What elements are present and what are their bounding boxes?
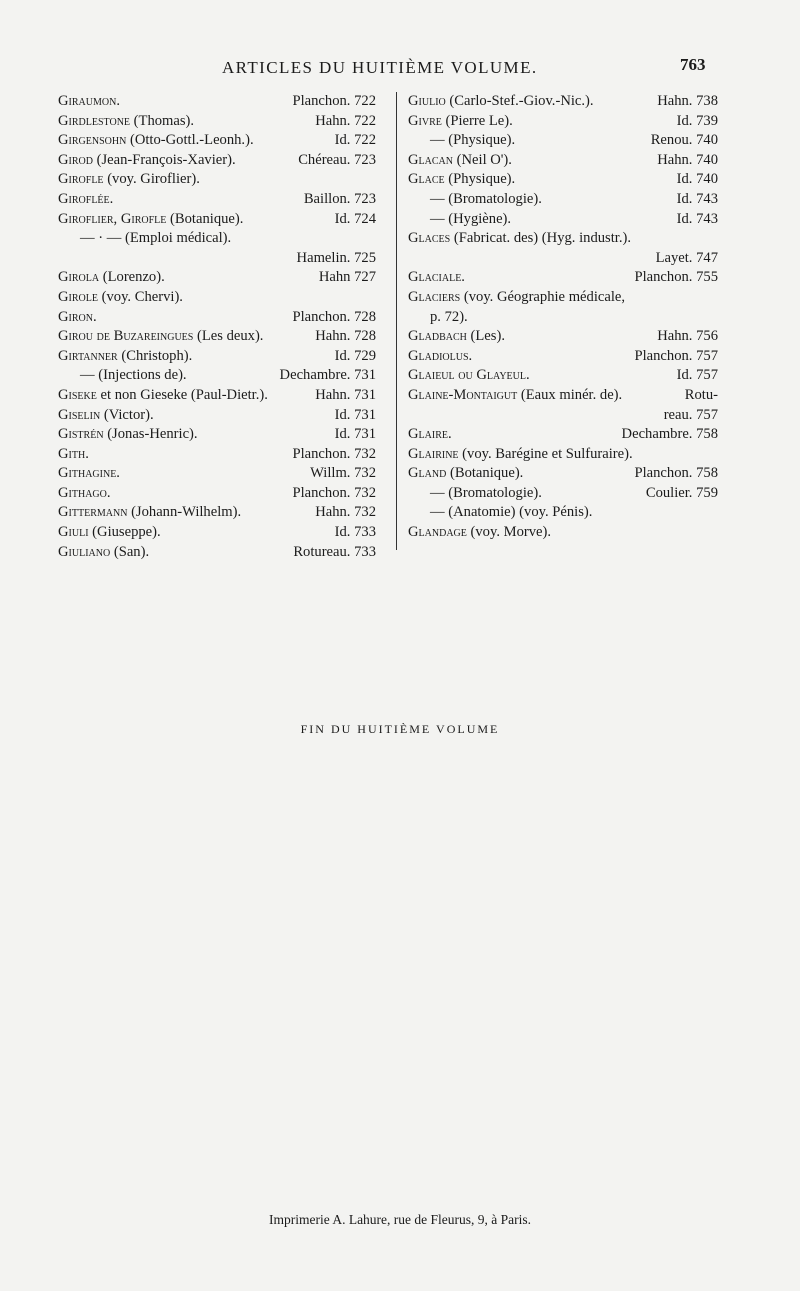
entry-text [58, 406, 154, 426]
index-entry [58, 92, 376, 112]
index-entry [58, 445, 376, 465]
entry-author-page [712, 229, 718, 249]
index-entry [408, 425, 718, 445]
index-entry [58, 523, 376, 543]
entry-subject: — · — (Emploi médical). [80, 230, 232, 247]
entry-headword: Girdlestone [58, 112, 131, 129]
entry-author-page: Planchon. 757 [634, 347, 718, 364]
entry-author-page: Hahn 727 [318, 269, 376, 286]
running-head [0, 55, 800, 82]
entry-author-page: Hahn. 740 [657, 151, 718, 168]
index-entry [408, 445, 718, 465]
entry-headword: Giuliano [58, 543, 111, 560]
index-entry [408, 523, 718, 543]
entry-subject: (Otto-Gottl.-Leonh.). [126, 132, 254, 149]
entry-text [58, 170, 200, 190]
entry-headword: Giroflée. [58, 190, 114, 207]
entry-subject: (Jonas-Henric). [103, 426, 198, 443]
entry-text [408, 386, 622, 406]
entry-subject: (voy. Géographie médicale, [460, 288, 626, 305]
entry-headword: Givre [408, 112, 442, 129]
entry-subject: (Les). [466, 328, 505, 345]
entry-text [408, 151, 512, 171]
entry-author-page: Hahn. 728 [315, 328, 376, 345]
entry-text [408, 308, 468, 328]
entry-subject: (Victor). [100, 406, 154, 423]
entry-text [58, 366, 187, 386]
entry-text [58, 131, 254, 151]
entry-text [58, 503, 241, 523]
entry-subject: (Botanique). [446, 465, 524, 482]
index-entry [58, 406, 376, 426]
index-entry [58, 229, 376, 249]
entry-headword: Gittermann [58, 504, 128, 521]
entry-headword: Giselin [58, 406, 101, 423]
entry-subject: — (Hygiène). [430, 210, 512, 227]
entry-text [58, 484, 111, 504]
entry-author-page: Rotureau. 733 [293, 543, 376, 560]
entry-text [408, 503, 592, 523]
entry-headword: Githagine. [58, 465, 120, 482]
entry-subject: (Pierre Le). [441, 112, 513, 129]
entry-subject: — (Physique). [430, 132, 516, 149]
entry-text [408, 92, 594, 112]
index-entry [408, 484, 718, 504]
entry-headword: Gladbach [408, 328, 467, 345]
entry-author-page: Rotu- [684, 386, 718, 403]
entry-text [58, 92, 120, 112]
entry-author-page [712, 288, 718, 308]
entry-text [58, 190, 113, 210]
entry-subject: (Physique). [444, 171, 516, 188]
entry-author-page: Dechambre. 758 [621, 426, 718, 443]
end-of-volume-title: FIN DU HUITIÈME VOLUME [300, 722, 500, 736]
entry-author-page: Chéreau. 723 [298, 151, 376, 168]
index-entry [408, 112, 718, 132]
entry-text [58, 327, 263, 347]
entry-author-page: Planchon. 732 [292, 445, 376, 462]
entry-author-page [712, 503, 718, 523]
entry-subject: (San). [110, 543, 150, 560]
entry-headword: Girtanner [58, 347, 118, 364]
entry-subject: — (Bromatologie). [430, 484, 542, 501]
index-entry [58, 464, 376, 484]
entry-headword: Gistrén [58, 426, 104, 443]
entry-text [58, 229, 231, 249]
index-entry [408, 503, 718, 523]
entry-text [58, 386, 268, 406]
entry-headword: Giron. [58, 308, 97, 325]
entry-text [408, 366, 530, 386]
index-entry [408, 131, 718, 151]
entry-author-page [370, 288, 376, 308]
entry-author-page: Id. 733 [334, 524, 376, 541]
index-entry [58, 190, 376, 210]
entry-text [58, 464, 120, 484]
entry-headword: Giseke [58, 386, 97, 403]
entry-author-page [370, 229, 376, 249]
entry-headword: Glacan [408, 151, 453, 168]
entry-subject: (Carlo-Stef.-Giov.-Nic.). [445, 93, 594, 109]
entry-text [408, 210, 511, 230]
entry-author-page: Renou. 740 [650, 132, 718, 149]
index-entry [58, 151, 376, 171]
entry-subject: et non Gieseke (Paul-Dietr.). [96, 386, 268, 403]
entry-subject: (Eaux minér. de). [517, 386, 623, 403]
entry-headword: Githago. [58, 484, 111, 501]
index-entry [58, 425, 376, 445]
entry-text [408, 523, 551, 543]
entry-headword: Girola [58, 269, 100, 286]
entry-subject: (Lorenzo). [99, 269, 165, 286]
index-entry [408, 92, 718, 112]
entry-text [58, 210, 243, 230]
entry-author-page: Hahn. 756 [657, 328, 718, 345]
entry-text [58, 288, 183, 308]
entry-author-page: Id. 740 [676, 171, 718, 188]
entry-headword: Girod [58, 151, 93, 168]
entry-author-page: Planchon. 728 [292, 308, 376, 325]
entry-text [408, 464, 523, 484]
entry-author-page: Willm. 732 [310, 465, 376, 482]
entry-author-page: Id. 724 [334, 210, 376, 227]
entry-headword: Glandage [408, 524, 467, 541]
entry-headword: Glaces [408, 230, 451, 247]
index-entry [58, 543, 376, 563]
index-entry [408, 366, 718, 386]
entry-headword: Glaciale. [408, 269, 465, 286]
index-entry [408, 406, 718, 426]
entry-subject: (voy. Barégine et Sulfuraire). [458, 445, 633, 462]
entry-subject: (voy. Giroflier). [103, 171, 200, 188]
entry-subject: (Johann-Wilhelm). [127, 504, 242, 521]
entry-headword: Girofle [58, 171, 104, 188]
entry-author-page: Hahn. 732 [315, 504, 376, 521]
entry-author-page: Planchon. 722 [292, 93, 376, 109]
entry-text [408, 347, 472, 367]
entry-subject: (voy. Chervi). [97, 288, 183, 305]
index-entry [408, 327, 718, 347]
entry-text [58, 308, 97, 328]
index-entry [408, 308, 718, 328]
index-entry [58, 112, 376, 132]
index-entry [408, 464, 718, 484]
entry-text [408, 445, 633, 465]
entry-headword: Girgensohn [58, 132, 127, 149]
entry-subject: (Fabricat. des) (Hyg. industr.). [450, 230, 631, 247]
entry-author-page: Id. 743 [676, 210, 718, 227]
entry-text [408, 425, 452, 445]
entry-author-page: Hahn. 738 [657, 93, 718, 109]
entry-subject: — (Anatomie) (voy. Pénis). [430, 504, 593, 521]
entry-text [58, 543, 149, 563]
index-entry [58, 484, 376, 504]
entry-text [58, 347, 192, 367]
index-entry [58, 268, 376, 288]
entry-headword: Giuli [58, 524, 89, 541]
entry-author-page: Layet. 747 [655, 249, 718, 266]
entry-subject: — (Bromatologie). [430, 190, 542, 207]
entry-headword: Girou de Buzareingues [58, 328, 194, 345]
entry-headword: Giulio [408, 93, 446, 109]
index-entry [58, 210, 376, 230]
entry-author-page: Dechambre. 731 [279, 367, 376, 384]
entry-author-page: Id. 722 [334, 132, 376, 149]
index-entry [408, 347, 718, 367]
column-divider [396, 92, 397, 550]
index-entry [58, 366, 376, 386]
entry-text [58, 112, 194, 132]
printer-imprint: Imprimerie A. Lahure, rue de Fleurus, 9, à Paris. [268, 1212, 532, 1227]
entry-text [408, 190, 542, 210]
left-index-column [58, 92, 376, 562]
entry-text [408, 229, 631, 249]
index-entry [58, 347, 376, 367]
entry-text [408, 131, 515, 151]
entry-text [58, 445, 89, 465]
index-entry [408, 170, 718, 190]
right-index-column [408, 92, 718, 543]
entry-author-page: Hahn. 722 [315, 112, 376, 129]
entry-author-page: Id. 743 [676, 190, 718, 207]
entry-text [408, 327, 505, 347]
entry-subject: (Giuseppe). [88, 524, 161, 541]
entry-headword: Gladiolus. [408, 347, 473, 364]
entry-text [58, 268, 165, 288]
index-entry [408, 288, 718, 308]
index-entry [58, 131, 376, 151]
entry-author-page: Id. 729 [334, 347, 376, 364]
entry-subject: p. 72). [430, 308, 468, 325]
entry-text [408, 288, 625, 308]
entry-subject: (Thomas). [130, 112, 195, 129]
entry-headword: Gland [408, 465, 447, 482]
entry-author-page [370, 170, 376, 190]
entry-headword: Glaciers [408, 288, 461, 305]
entry-text [408, 170, 515, 190]
index-entry [408, 386, 718, 406]
page-number: 763 [680, 55, 706, 74]
entry-author-page [712, 308, 718, 328]
entry-author-page: Id. 731 [334, 406, 376, 423]
entry-author-page: Hamelin. 725 [296, 249, 376, 266]
index-entry [58, 503, 376, 523]
index-entry [408, 190, 718, 210]
entry-subject: (voy. Morve). [466, 524, 552, 541]
entry-text [58, 425, 198, 445]
entry-headword: Glaire. [408, 426, 452, 443]
index-entry [58, 288, 376, 308]
index-entry [408, 249, 718, 269]
entry-text [408, 112, 513, 132]
entry-subject: (Jean-François-Xavier). [92, 151, 236, 168]
entry-author-page: Planchon. 758 [634, 465, 718, 482]
entry-subject: — (Injections de). [80, 367, 187, 384]
entry-subject: (Christoph). [117, 347, 193, 364]
index-entry [58, 249, 376, 269]
entry-text [408, 268, 465, 288]
entry-author-page: Id. 739 [676, 112, 718, 129]
entry-headword: Glace [408, 171, 445, 188]
entry-subject: (Neil O'). [452, 151, 512, 168]
entry-author-page [712, 445, 718, 465]
entry-text [58, 151, 236, 171]
index-entry [58, 327, 376, 347]
entry-author-page: Id. 731 [334, 426, 376, 443]
entry-text [408, 484, 542, 504]
running-title: ARTICLES DU HUITIÈME VOLUME. [222, 58, 538, 77]
entry-subject: (Botanique). [166, 210, 244, 227]
index-entry [408, 210, 718, 230]
index-entry [58, 170, 376, 190]
entry-headword: Gith. [58, 445, 89, 462]
entry-author-page: Planchon. 755 [634, 269, 718, 286]
index-entry [408, 151, 718, 171]
entry-author-page: Hahn. 731 [315, 386, 376, 403]
entry-author-page: Id. 757 [676, 367, 718, 384]
index-entry [58, 386, 376, 406]
entry-subject: (Les deux). [193, 328, 264, 345]
index-entry [58, 308, 376, 328]
entry-author-page: Planchon. 732 [292, 484, 376, 501]
index-entry [408, 229, 718, 249]
entry-author-page: Baillon. 723 [303, 190, 376, 207]
entry-author-page [712, 523, 718, 543]
entry-headword: Glaieul ou Glayeul. [408, 367, 530, 384]
entry-headword: Glairine [408, 445, 459, 462]
entry-headword: Glaine-Montaigut [408, 386, 518, 403]
entry-text [58, 523, 161, 543]
entry-headword: Giroflier, Girofle [58, 210, 167, 227]
entry-headword: Giraumon. [58, 93, 120, 109]
index-entry [408, 268, 718, 288]
entry-author-page: Coulier. 759 [645, 484, 718, 501]
entry-author-page: reau. 757 [663, 406, 718, 423]
entry-headword: Girole [58, 288, 98, 305]
